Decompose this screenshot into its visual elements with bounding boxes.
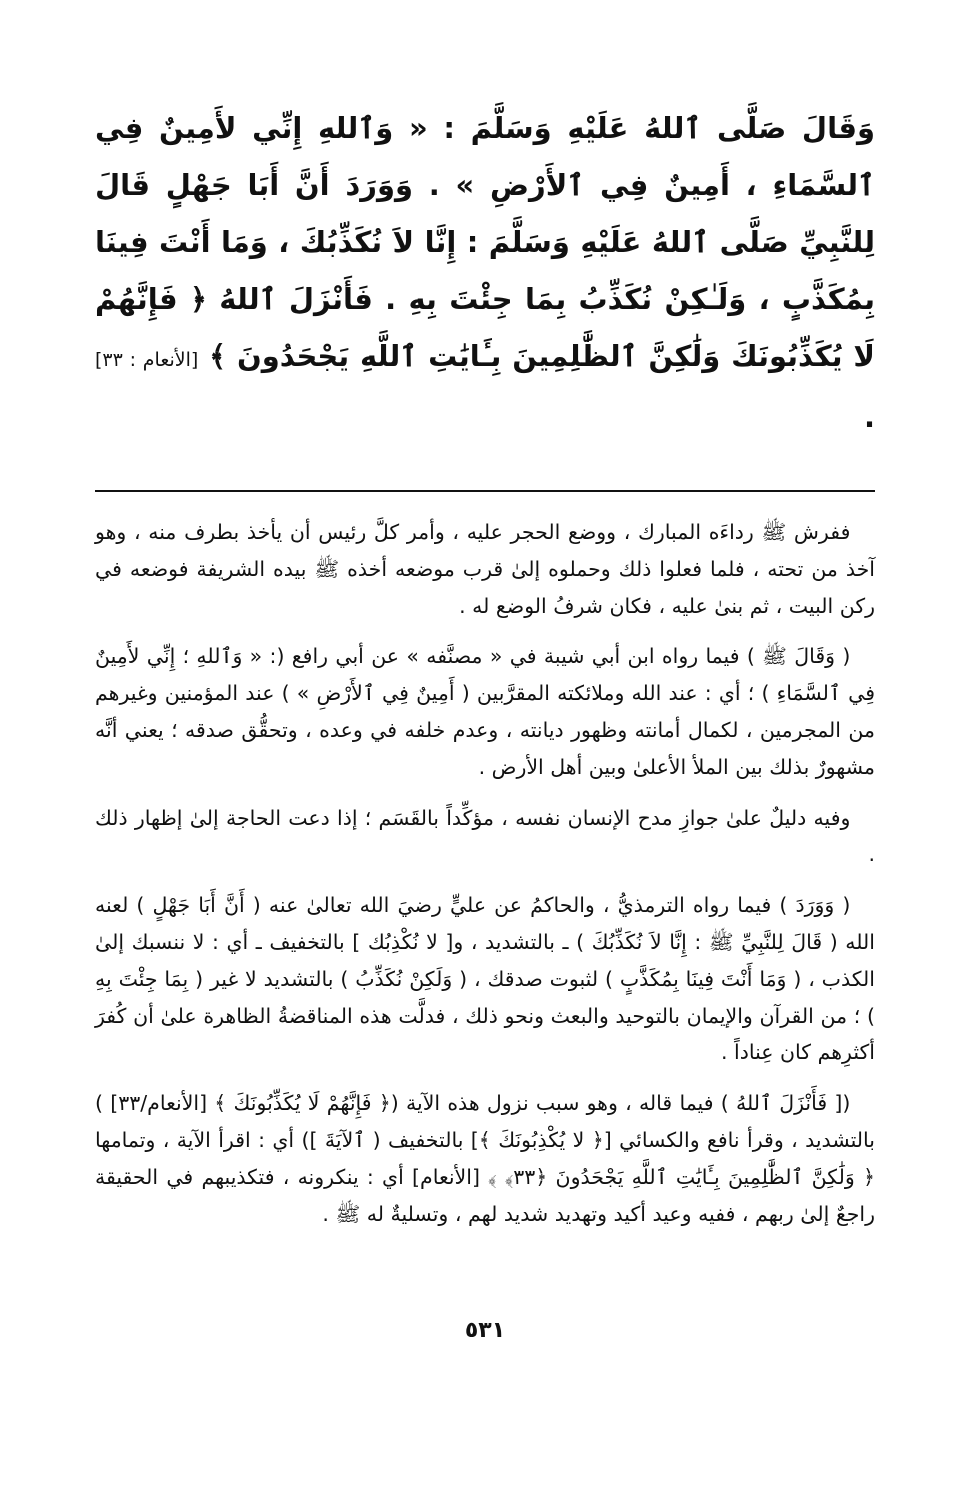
quran-verse: ﴿ فَإِنَّهُمْ لَا يُكَذِّبُونَكَ وَلَٰكِنَّ ٱلظَّٰلِمِينَ بِـَٔايَٰتِ ٱللَّهِ يَجْحَدُونَ ﴾ xyxy=(95,282,875,373)
verse-reference: [الأنعام : ٣٣] xyxy=(95,349,199,371)
page-number: ٥٣١ xyxy=(464,1318,506,1343)
commentary-paragraph: ( وَقَالَ ﷺ ) فيما رواه ابن أبي شيبة في « مصنَّفه » عن أبي رافع (: « وَٱللهِ ؛ إِنِّي لأَمِينٌ فِي ٱلسَّمَاءِ ) ؛ أي : عند الله وملائكته المقرَّبين ( أَمِينٌ فِي ٱلأَرْضِ » ) عند المؤمنين وغيرهم من المجرمين ، لكمال أمانته وظهور ديانته ، وعدم خلفه في وعده ، وتحقُّق صدقه ؛ يعني أنَّه مشهورٌ بذلك بين الملأ الأعلىٰ وبين أهل الأرض . xyxy=(95,644,875,779)
commentary-paragraph: وفيه دليلٌ علىٰ جوازِ مدح الإنسان نفسه ، مؤكِّداً بالقَسَم ؛ إذا دعت الحاجة إلىٰ إظهار ذلك . xyxy=(95,805,875,867)
commentary xyxy=(95,514,875,1232)
commentary-paragraph: ( وَوَرَدَ ) فيما رواه الترمذيُّ ، والحاكمُ عن عليٍّ رضيَ الله تعالىٰ عنه ( أَنَّ أَبَا جَهْلٍ ) لعنه الله ( قَالَ لِلنَّبِيِّ ﷺ : إِنَّا لاَ نُكَذِّبُكَ ) ـ بالتشديد ، و[ لا نُكْذِبُك ] بالتخفيف ـ أي : لا ننسبك إلىٰ الكذب ، ( وَمَا أَنْتَ فِينَا بِمُكَذَّبٍ ) لثبوت صدقك ، ( وَلَكِنْ نُكَذِّبُ ) بالتشديد لا غير ( بِمَا جِئْتَ بِهِ ) ؛ من القرآن والإيمان بالتوحيد والبعث ونحو ذلك ، فدلَّت هذه المناقضةُ الظاهرة علىٰ أن كُفرَ أكثرِهم كان عِناداً . xyxy=(95,893,875,1065)
main-text-end: . xyxy=(863,400,875,434)
separator-line xyxy=(95,490,875,492)
main-text xyxy=(95,100,875,446)
commentary-paragraph: ففرش ﷺ رداءَه المبارك ، ووضع الحجر عليه ، وأمر كلَّ رئيس أن يأخذ بطرف منه ، وهو آخذ من تحته ، فلما فعلوا ذلك وحملوه إلىٰ قرب موضعه أخذه ﷺ بيده الشريفة فوضعه في ركن البيت ، ثم بنىٰ عليه ، فكان شرفُ الوضع له . xyxy=(95,520,875,618)
commentary-paragraph: ([ فَأَنْزَلَ ٱللهُ ) فيما قاله ، وهو سبب نزول هذه الآية (﴿ فَإِنَّهُمْ لَا يُكَذِّبُونَكَ ﴾ [الأنعام/٣٣] ) بالتشديد ، وقرأ نافع والكسائي [﴿ لا يُكْذِبُونَكَ ﴾] بالتخفيف ( ٱلآيَةَ ]) أي : اقرأ الآية ، وتمامها ﴿ وَلَٰكِنَّ ٱلظَّٰلِمِينَ بِـَٔايَٰتِ ٱللَّهِ يَجْحَدُونَ ﴿٣٣﴾ ﴾ [الأنعام] أي : ينكرونه ، فتكذيبهم في الحقيقة راجعٌ إلىٰ ربهم ، ففيه وعيد أكيد وتهديد شديد لهم ، وتسليةٌ له ﷺ . xyxy=(95,1091,875,1226)
book-page xyxy=(95,100,875,1400)
main-text-body: وَقَالَ صَلَّى ٱللهُ عَلَيْهِ وَسَلَّمَ : « وَٱللهِ إِنِّي لأَمِينٌ فِي ٱلسَّمَاءِ ، أَمِينٌ فِي ٱلأَرْضِ » . وَوَرَدَ أَنَّ أَبَا جَهْلٍ قَالَ لِلنَّبِيِّ صَلَّى ٱللهُ عَلَيْهِ وَسَلَّمَ : إِنَّا لاَ نُكَذِّبُكَ ، وَمَا أَنْتَ فِينَا بِمُكَذَّبٍ ، وَلَـٰكِنْ نُكَذِّبُ بِمَا جِئْتَ بِهِ . فَأَنْزَلَ ٱللهُ xyxy=(95,111,875,316)
